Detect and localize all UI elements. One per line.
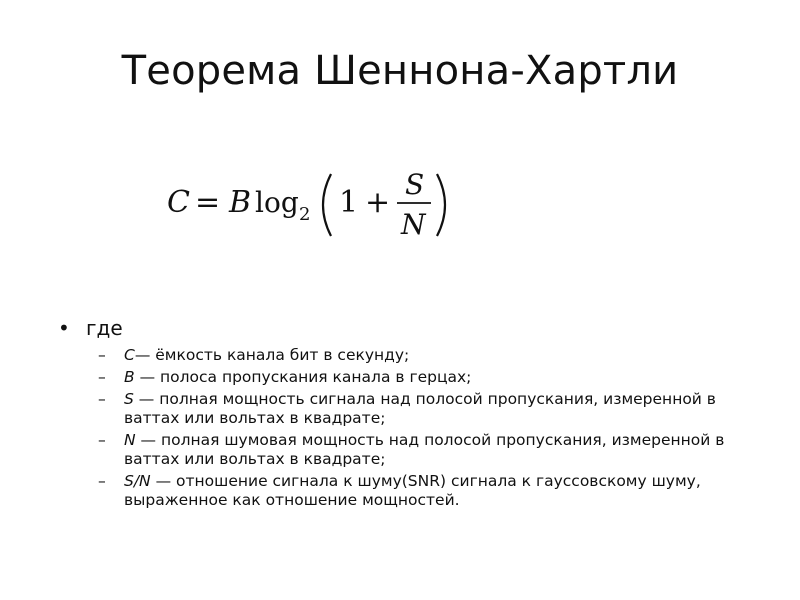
dash-icon: – bbox=[98, 346, 106, 364]
definitions bbox=[58, 316, 778, 513]
definition-text bbox=[124, 368, 778, 387]
definition-symbol: B bbox=[124, 368, 135, 386]
slide-title: Теорема Шеннона-Хартли bbox=[121, 48, 679, 94]
definition-symbol: N bbox=[124, 431, 136, 449]
definition-text bbox=[124, 472, 778, 510]
definition-symbol: C bbox=[124, 346, 135, 364]
list-item bbox=[58, 431, 778, 469]
definition-symbol: S bbox=[124, 390, 134, 408]
formula-plus: + bbox=[365, 185, 391, 220]
formula-denominator: N bbox=[401, 208, 426, 241]
formula-right-paren bbox=[437, 174, 445, 236]
definition-description: — ёмкость канала бит в секунду; bbox=[134, 346, 410, 364]
definition-description: — отношение сигнала к шуму(SNR) сигнала к гауссовскому шуму, выраженное как отношение мощностей. bbox=[124, 472, 701, 509]
list-item bbox=[58, 390, 778, 428]
definition-description: — полная мощность сигнала над полосой пропускания, измеренной в ваттах или вольтах в квадрате; bbox=[124, 390, 716, 427]
formula-log: log bbox=[255, 186, 299, 219]
shannon-hartley-formula bbox=[165, 160, 465, 250]
bullet-intro-text: где bbox=[86, 316, 123, 340]
formula-one: 1 bbox=[339, 185, 359, 220]
definition-text bbox=[124, 431, 778, 469]
bullet-icon: • bbox=[58, 316, 70, 340]
bullet-intro bbox=[58, 316, 778, 340]
formula-log-base: 2 bbox=[299, 204, 311, 225]
dash-icon: – bbox=[98, 431, 106, 449]
dash-icon: – bbox=[98, 472, 106, 490]
definition-symbol: S/N bbox=[124, 472, 151, 490]
definition-description: — полоса пропускания канала в герцах; bbox=[134, 368, 472, 386]
definition-list bbox=[58, 346, 778, 510]
definition-description: — полная шумовая мощность над полосой пропускания, измеренной в ваттах или вольтах в квадрате; bbox=[124, 431, 725, 468]
formula-equals: = bbox=[195, 185, 221, 220]
formula-left-paren bbox=[323, 174, 331, 236]
formula-capacity: C bbox=[167, 185, 190, 220]
dash-icon: – bbox=[98, 368, 106, 386]
formula-numerator: S bbox=[405, 168, 425, 201]
list-item bbox=[58, 368, 778, 387]
definition-text bbox=[124, 346, 778, 365]
definition-text bbox=[124, 390, 778, 428]
list-item bbox=[58, 346, 778, 365]
dash-icon: – bbox=[98, 390, 106, 408]
formula-bandwidth: B bbox=[229, 185, 252, 220]
list-item bbox=[58, 472, 778, 510]
